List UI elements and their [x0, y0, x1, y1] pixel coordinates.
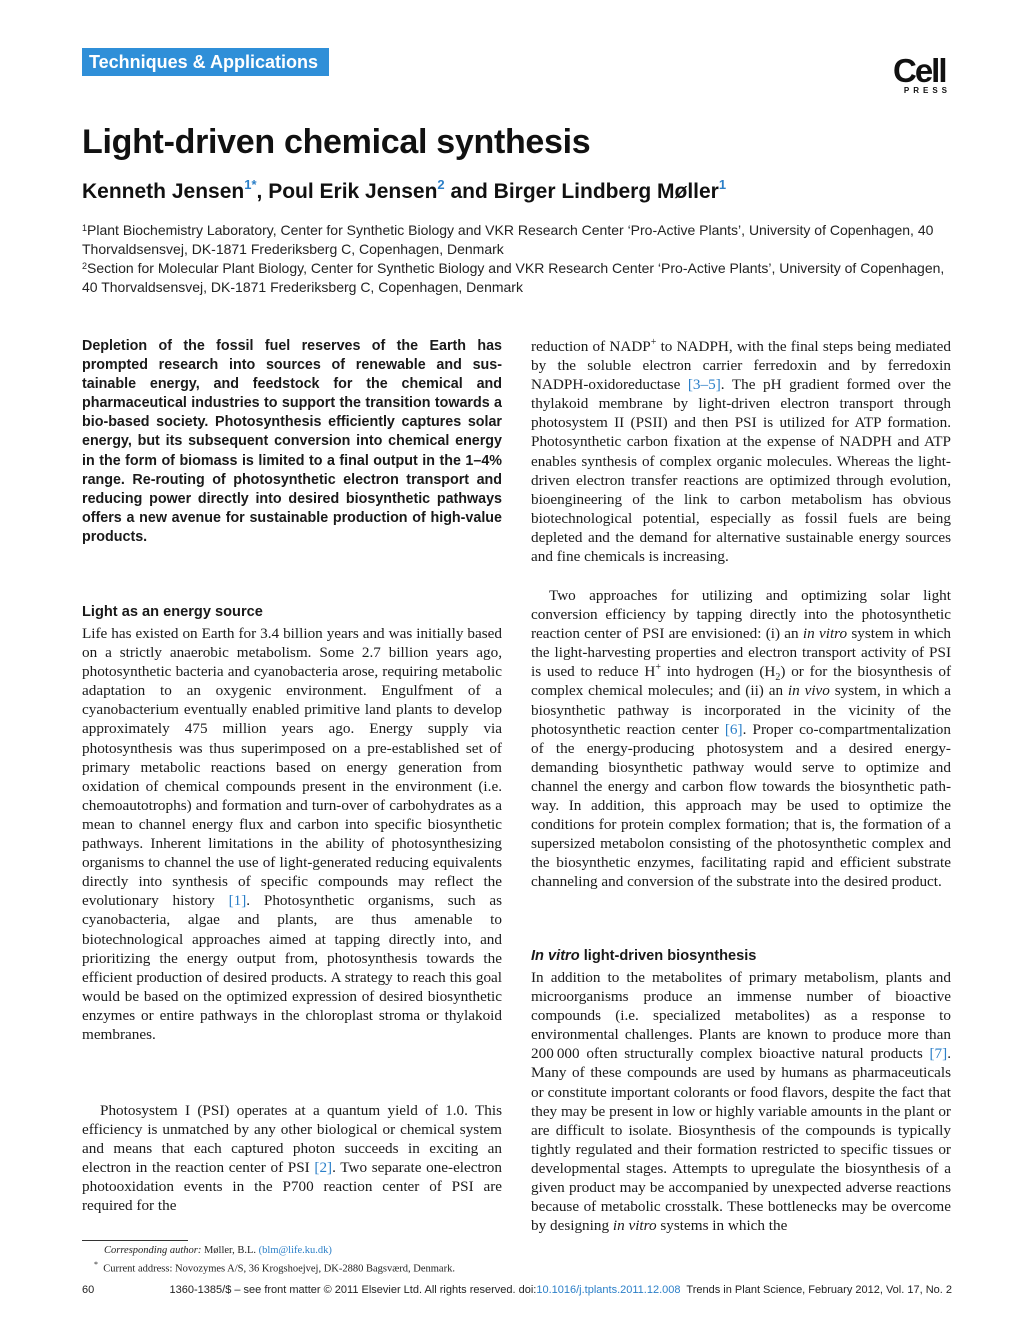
affiliation-number: 1 — [82, 223, 88, 233]
text-run: . Proper co-compartmentalization of the energy-producing photosystem and a desired energy-demanding biosynthetic pathway would serve to optimize and channel the energy and carbon flow towards the biosynthetic pathway. In addition, this approach may be used to optimize the conditions for protein complex formation; that is, the formation of a supersized metabolon consisting of the photosynthetic complex and the biosynthetic enzymes, facilitating rapid and efficient substrate channeling and conversion of the substrate into the desired product. — [531, 720, 951, 891]
text-run: reduction of NADP — [531, 338, 651, 355]
citation-link[interactable]: [1] — [228, 892, 247, 910]
italic-text: in vivo — [787, 682, 830, 700]
superscript: + — [650, 336, 657, 348]
current-address-text: Current address: Novozymes A/S, 36 Krogshoejvej, DK-2880 Bagsværd, Denmark. — [103, 1263, 455, 1275]
corresponding-label: Corresponding author: — [104, 1245, 202, 1256]
text-run: . Photosynthetic organisms, such as cyanobacteria, algae and plants, are thus amenable to biotechnological approaches aimed at tapping directly into, and prioritizing the energy output from, photosynthesis towards the efficient production of desired products. A strategy to reach this goal would be based on the optimized expression of desired biosynthetic enzymes or entire pathways in the chloroplast stroma or thylakoid membranes. — [82, 892, 503, 1043]
author-affiliation-mark: 2 — [437, 177, 445, 192]
citation-link[interactable]: [6] — [724, 720, 743, 738]
author-list — [82, 177, 727, 204]
right-paragraph-1 — [531, 337, 951, 566]
left-paragraph-1 — [82, 624, 502, 1044]
right-paragraph-3 — [531, 968, 951, 1235]
text-run: into hydrogen (H — [661, 663, 776, 681]
citation-link[interactable]: [2] — [314, 1159, 333, 1177]
left-paragraph-2 — [82, 1101, 502, 1216]
page-footer — [82, 1280, 952, 1300]
issn-text: 1360-1385/$ – see front matter © 2011 Elsevier Ltd. All rights reserved. doi: — [169, 1284, 537, 1296]
article-title: Light-driven chemical synthesis — [82, 123, 591, 161]
page-number: 60 — [82, 1284, 95, 1296]
author-name: Birger Lindberg Møller — [493, 180, 719, 203]
superscript: + — [655, 662, 661, 674]
corresponding-name: Møller, B.L. — [201, 1245, 259, 1256]
abstract: Depletion of the fossil fuel reserves of the Earth has prompted research into sources of renewable and sustainable energy, and feedstock for the chemical and pharmaceutical industries to support the transition towards a bio-based society. Photosynthesis efficiently captures solar energy, but its subsequent conversion into chemical energy in the form of biomass is limited to a final output in the 1–4% range. Re-routing of photosynthetic electron transport and reducing power directly into desired biosynthetic pathways offers a new avenue for sustainable production of high-value products. — [82, 338, 502, 545]
citation-link[interactable]: [7] — [929, 1045, 948, 1063]
author-affiliation-mark: 1* — [244, 177, 257, 192]
cell-press-logo — [893, 52, 951, 96]
footnote-mark: * — [94, 1260, 98, 1269]
text-run: systems in which the — [656, 1217, 788, 1235]
citation-link[interactable]: [3–5] — [687, 376, 721, 394]
text-run: system in which the light-harvesting properties and electron transport activity of PSI is used to reduce H — [531, 625, 952, 681]
text-run: ) or for the biosynthesis of complex chemical molecules; and (ii) an — [531, 663, 952, 700]
text-run: . Two separate one-electron photooxidation events in the P700 reaction center of PSI are required for the — [82, 1159, 502, 1215]
subscript: 2 — [775, 672, 781, 684]
logo-subtext: PRESS — [903, 86, 951, 95]
affiliation-number: 2 — [82, 261, 88, 271]
right-paragraph-2 — [531, 586, 951, 892]
affiliation-text: Plant Biochemistry Laboratory, Center for Synthetic Biology and VKR Research Center ‘Pro-Active Plants’, University of Copenhagen, 40 Thorvaldsensvej, DK-1871 Frederiksberg C, Copenhagen, Denmark — [82, 222, 934, 257]
journal-citation: Trends in Plant Science, February 2012, Vol. 17, No. 2 — [686, 1284, 952, 1296]
heading-italic-part: In vitro — [531, 948, 580, 964]
section-tag: Techniques & Applications — [82, 48, 329, 76]
italic-text: in vitro — [802, 625, 848, 643]
affiliation — [82, 259, 952, 297]
author-separator: and — [444, 180, 494, 203]
footer-citation — [170, 1280, 952, 1300]
italic-text: in vitro — [612, 1217, 657, 1235]
text-run: system, in which a biosynthetic pathway is incorporated in the vicinity of the photosynthetic reaction center — [531, 682, 952, 738]
text-run: Two approaches for utilizing and optimizing solar light conversion efficiency by tapping directly into the photosynthetic reaction center of PSI are envisioned: (i) an — [531, 587, 951, 643]
heading-rest: light-driven biosynthesis — [579, 948, 757, 964]
section-heading-in-vitro — [531, 948, 756, 964]
affiliation-text: Section for Molecular Plant Biology, Center for Synthetic Biology and VKR Research Center ‘Pro-Active Plants’, University of Copenhagen, 40 Thorvaldsensvej, DK-1871 Frederiksberg C, Copenhagen, Denmark — [82, 260, 945, 295]
author-name: Kenneth Jensen — [82, 180, 245, 203]
section-heading-energy-source: Light as an energy source — [82, 604, 263, 620]
text-run: Photosystem I (PSI) operates at a quantum yield of 1.0. This efficiency is unmatched by any other biological or chemical system and means that each captured photon succeeds in exciting an electron in the reaction center of PSI — [82, 1102, 502, 1177]
author-affiliation-mark: 1 — [718, 177, 727, 192]
logo-text: Cell — [893, 52, 946, 89]
corresponding-author-note — [104, 1244, 332, 1258]
doi-link[interactable]: 10.1016/j.tplants.2011.12.008 — [536, 1284, 681, 1296]
text-run: In addition to the metabolites of primary metabolism, plants and microorganisms produce an immense number of bioactive compounds (i.e. specialized metabolites) as a response to environmental challenges. Plants are known to produce more than 200 000 often structurally complex bioactive natural products — [531, 969, 951, 1063]
affiliation — [82, 221, 952, 259]
author-separator: , — [256, 180, 269, 203]
current-address-note — [94, 1258, 455, 1277]
text-run: Life has existed on Earth for 3.4 billion years and was initially based on a strictly anaerobic metabolism. Some 2.7 billion years ago, photosynthetic bacteria and cyanobacteria arose, requiring metabolic adaptation to an oxygenic environment. Engulfment of a cyanobacterium eventually enabled primitive land plants to develop approximately 475 million years ago. Energy supply via photosynthesis was thus superimposed on a pre-established set of primary metabolic reactions based on energy generation from oxidation of chemical compounds present in the environment (i.e. chemoautotrophs) and formation and turn-over of carbohydrates as a mean to channel energy flux and carbon into specific biosynthetic pathways. Inherent limitations in the ability of photosynthesizing organisms to channel the use of light-generated reducing equivalents directly into synthesis of specific compounds may reflect the evolutionary history — [82, 625, 502, 910]
affiliations — [82, 221, 952, 297]
text-run: . The pH gradient formed over the thylakoid membrane by light-driven electron transport through photosystem II (PSII) and then PSI is utilized for ATP formation. Photosynthetic carbon fixation at the expense of NADPH and ATP enables synthesis of complex organic molecules. Whereas the light-driven electron transfer reactions are optimized through evolution, bioengineering of the link to carbon metabolism has obvious biotechnological potential, especially as fossil fuels are being depleted and the demand for alternative sustainable energy sources and fine chemicals is increasing. — [531, 376, 951, 566]
text-run: to NADPH, with the final steps being mediated by the soluble electron carrier ferredoxin and by ferredoxin NADPH-oxidoreductase — [531, 338, 951, 394]
footnote-divider — [82, 1240, 188, 1241]
author-name: Poul Erik Jensen — [268, 180, 438, 203]
text-run: . Many of these compounds are used by humans as pharmaceuticals or constitute important colorants or food flavors, despite the fact that they may be present in low or highly variable amounts in the plant or are difficult to isolate. Biosynthesis of the compounds is typically tightly regulated and their formation restricted to specific tissues or developmental stages. Attempts to upregulate the biosynthesis of a given product may be accompanied by unexpected adverse reactions because of metabolic crosstalk. These bottlenecks may be overcome by designing — [531, 1045, 951, 1235]
corresponding-email-link[interactable]: (blm@life.ku.dk) — [258, 1245, 332, 1256]
